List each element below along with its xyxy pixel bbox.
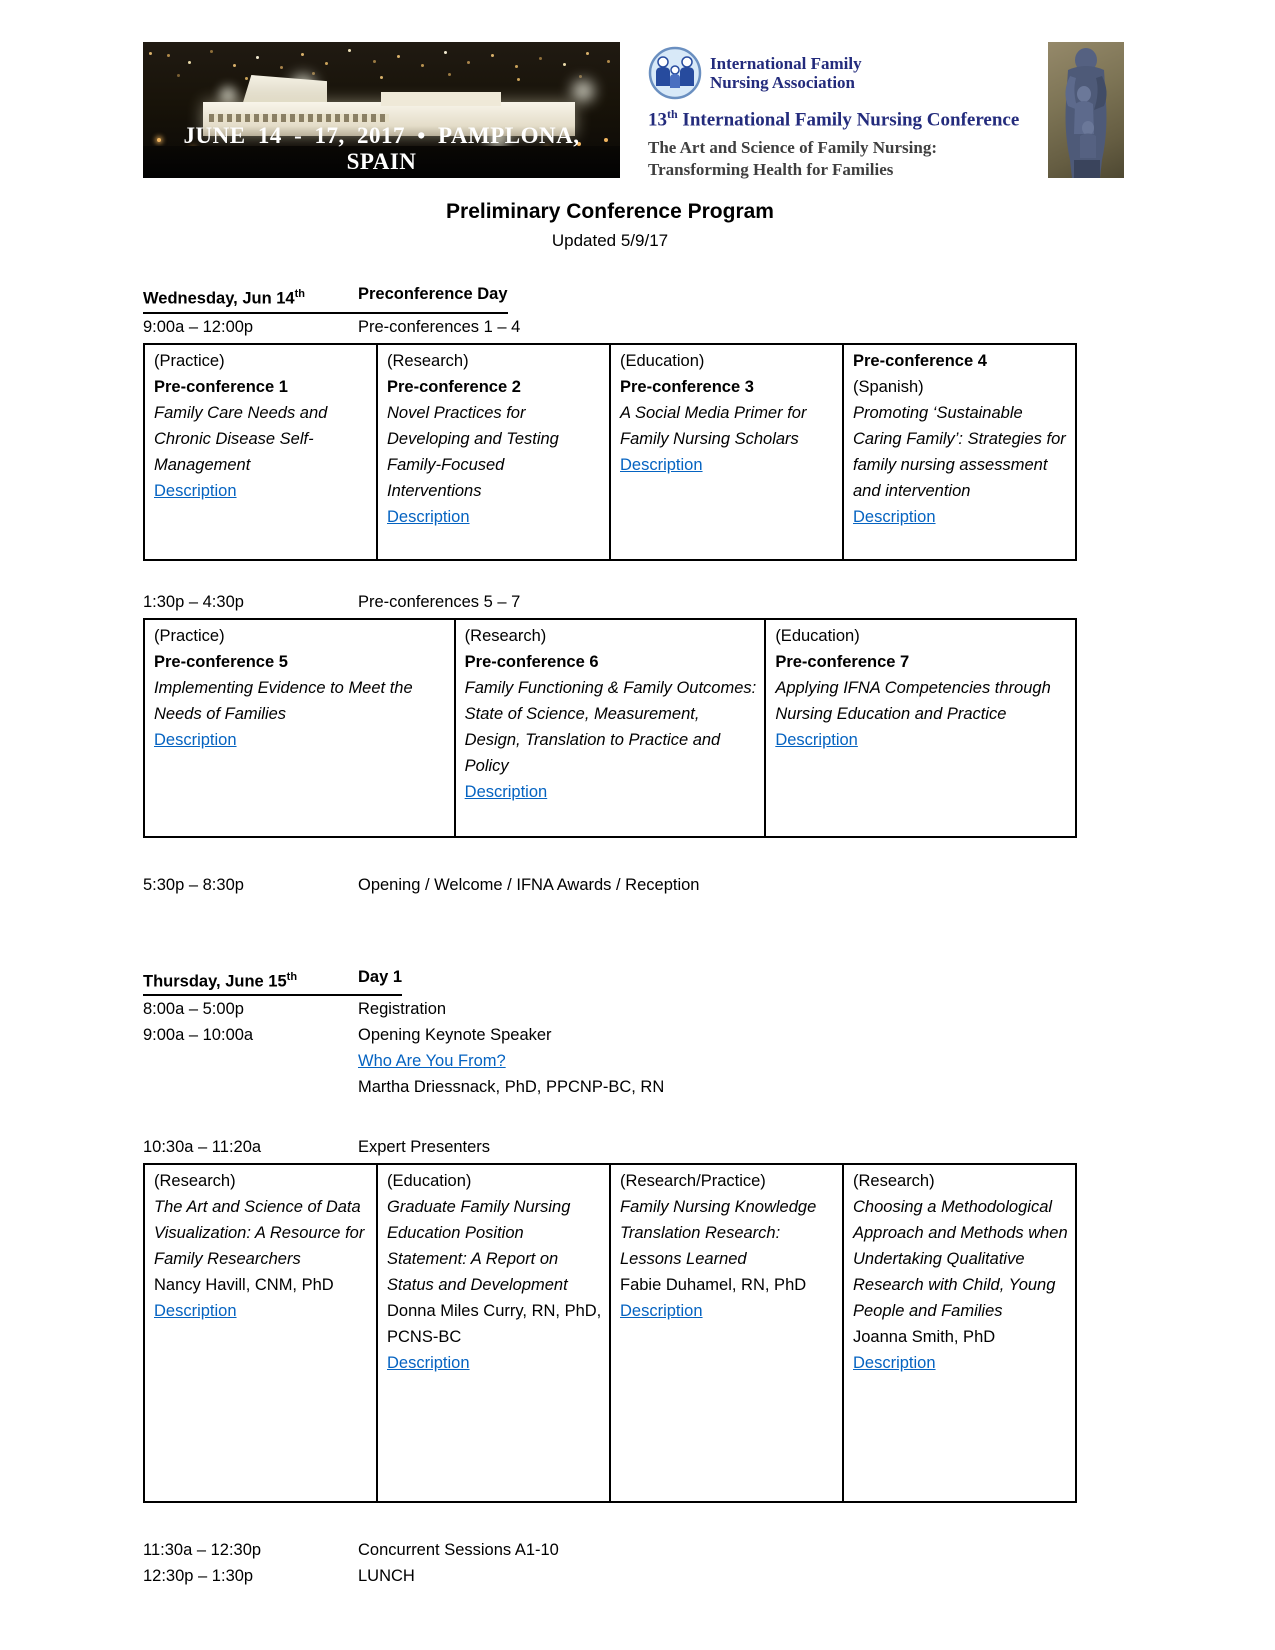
session-category: (Education) — [387, 1172, 472, 1190]
description-link[interactable]: Description — [775, 730, 858, 749]
presenter-name: Donna Miles Curry, RN, PhD, PCNS-BC — [387, 1302, 602, 1346]
time-range: 1:30p – 4:30p — [143, 592, 244, 611]
session-cell — [144, 619, 455, 837]
statue-photo — [1048, 42, 1124, 178]
session-label: LUNCH — [358, 1567, 415, 1585]
description-link[interactable]: Description — [853, 507, 936, 526]
schedule-row-experts — [143, 1134, 1077, 1160]
session-label: Pre-conferences 5 – 7 — [358, 592, 521, 611]
keynote-speaker: Martha Driessnack, PhD, PPCNP-BC, RN — [358, 1078, 665, 1096]
time-range: 8:00a – 5:00p — [143, 1000, 244, 1018]
session-category: (Research/Practice) — [620, 1172, 766, 1190]
banner-caption: JUNE 14 - 17, 2017 • PAMPLONA, SPAIN — [183, 123, 580, 174]
session-category: (Research) — [464, 626, 547, 645]
session-cell — [144, 344, 377, 560]
session-name: Pre-conference 4 — [853, 351, 987, 370]
day-header-wednesday — [143, 281, 1077, 314]
description-link[interactable]: Description — [464, 782, 548, 801]
time-range: 9:00a – 10:00a — [143, 1026, 254, 1044]
session-category: (Education) — [620, 351, 705, 370]
day-header-thursday — [143, 964, 1077, 997]
session-title: Graduate Family Nursing Education Position Statement: A Report on Status and Development — [387, 1198, 571, 1294]
session-cell — [610, 1164, 843, 1502]
description-link[interactable]: Description — [154, 481, 237, 500]
session-label: Registration — [358, 1000, 447, 1018]
keynote-speaker-row — [358, 1074, 1077, 1100]
session-category: (Research) — [853, 1172, 935, 1190]
time-range: 5:30p – 8:30p — [143, 875, 244, 894]
org-name-line2: Nursing Association — [710, 73, 855, 92]
day-label: Day 1 — [358, 967, 403, 986]
session-name: Pre-conference 1 — [154, 377, 288, 396]
session-name: Pre-conference 6 — [464, 652, 599, 671]
venue-building-upper — [381, 92, 501, 106]
session-cell — [610, 344, 843, 560]
session-label: Concurrent Sessions A1-10 — [358, 1541, 559, 1559]
session-label: Expert Presenters — [358, 1138, 491, 1156]
updated-date: Updated 5/9/17 — [551, 231, 669, 250]
session-category: (Education) — [775, 626, 860, 645]
session-title: Novel Practices for Developing and Testing Family-Focused Interventions — [387, 403, 559, 500]
description-link[interactable]: Description — [387, 507, 470, 526]
session-category: (Practice) — [154, 626, 225, 645]
presenter-name: Nancy Havill, CNM, PhD — [154, 1276, 334, 1294]
ifna-header-block — [648, 42, 1048, 178]
schedule-row-concurrent — [143, 1537, 1077, 1563]
schedule-row-preconf-1-4 — [143, 314, 1077, 340]
city-lights — [149, 52, 152, 55]
keynote-title-row — [358, 1048, 1077, 1074]
session-cell — [765, 619, 1076, 837]
day-date: Thursday, June 15th — [143, 970, 298, 990]
session-title: The Art and Science of Data Visualization: A Resource for Family Researchers — [154, 1198, 365, 1268]
session-label: Pre-conferences 1 – 4 — [358, 317, 521, 336]
session-category: (Spanish) — [853, 377, 924, 396]
schedule — [143, 281, 1077, 1589]
session-title: Choosing a Methodological Approach and Methods when Undertaking Qualitative Research with Child, Young People and Families — [853, 1198, 1068, 1320]
time-range: 11:30a – 12:30p — [143, 1541, 262, 1559]
presenter-name: Joanna Smith, PhD — [853, 1328, 996, 1346]
session-label: Opening Keynote Speaker — [358, 1026, 552, 1044]
time-range: 12:30p – 1:30p — [143, 1567, 254, 1585]
day-label: Preconference Day — [358, 285, 508, 303]
venue-night-photo — [143, 42, 620, 178]
session-title: Family Nursing Knowledge Translation Research: Lessons Learned — [620, 1198, 817, 1268]
presenter-name: Fabie Duhamel, RN, PhD — [620, 1276, 807, 1294]
day-date: Wednesday, Jun 14th — [143, 288, 306, 308]
session-title: Implementing Evidence to Meet the Needs of Families — [154, 678, 413, 723]
preconference-pm-table — [143, 618, 1077, 838]
ifna-logo-icon — [648, 46, 702, 100]
conference-number: 13 — [648, 109, 667, 131]
session-name: Pre-conference 7 — [775, 652, 910, 671]
session-title: Promoting ‘Sustainable Caring Family’: Strategies for family nursing assessment and intervention — [853, 403, 1066, 500]
header — [143, 42, 1077, 178]
conference-title-text: International Family Nursing Conference — [677, 109, 1020, 131]
session-category: (Practice) — [154, 351, 225, 370]
session-name: Pre-conference 5 — [154, 652, 288, 671]
description-link[interactable]: Description — [620, 455, 703, 474]
session-cell — [377, 344, 610, 560]
tagline-line2: Transforming Health for Families — [648, 160, 894, 180]
conference-number-suffix: th — [667, 107, 678, 121]
session-cell — [455, 619, 766, 837]
description-link[interactable]: Description — [154, 730, 237, 749]
preconference-am-table — [143, 343, 1077, 561]
expert-presenters-table — [143, 1163, 1077, 1503]
session-name: Pre-conference 3 — [620, 377, 754, 396]
page-title: Preliminary Conference Program — [446, 200, 774, 223]
conference-title — [648, 107, 1048, 131]
schedule-row-keynote — [143, 1022, 1077, 1048]
session-title: Family Functioning & Family Outcomes: State of Science, Measurement, Design, Translation to Practice and Policy — [464, 678, 757, 775]
schedule-row-opening-reception — [143, 872, 1077, 898]
org-name — [710, 54, 862, 92]
description-link[interactable]: Description — [154, 1302, 237, 1320]
session-title: Applying IFNA Competencies through Nursing Education and Practice — [775, 678, 1051, 723]
org-name-line1: International Family — [710, 54, 862, 73]
tagline-line1: The Art and Science of Family Nursing: — [648, 138, 937, 158]
time-range: 10:30a – 11:20a — [143, 1138, 262, 1156]
session-cell — [843, 344, 1076, 560]
session-cell — [377, 1164, 610, 1502]
description-link[interactable]: Description — [853, 1354, 936, 1372]
schedule-row-preconf-5-7 — [143, 589, 1077, 615]
schedule-row-registration — [143, 996, 1077, 1022]
keynote-title-link[interactable]: Who Are You From? — [358, 1052, 506, 1070]
venue-windows — [209, 114, 389, 122]
session-category: (Research) — [387, 351, 469, 370]
session-cell — [144, 1164, 377, 1502]
session-name: Pre-conference 2 — [387, 377, 521, 396]
session-category: (Research) — [154, 1172, 236, 1190]
session-label: Opening / Welcome / IFNA Awards / Reception — [358, 875, 700, 894]
time-range: 9:00a – 12:00p — [143, 317, 254, 336]
schedule-row-lunch — [143, 1563, 1077, 1589]
session-cell — [843, 1164, 1076, 1502]
description-link[interactable]: Description — [387, 1354, 470, 1372]
description-link[interactable]: Description — [620, 1302, 703, 1320]
session-title: Family Care Needs and Chronic Disease Self-Management — [154, 403, 328, 474]
conference-tagline — [648, 137, 1048, 181]
session-title: A Social Media Primer for Family Nursing Scholars — [620, 403, 807, 448]
